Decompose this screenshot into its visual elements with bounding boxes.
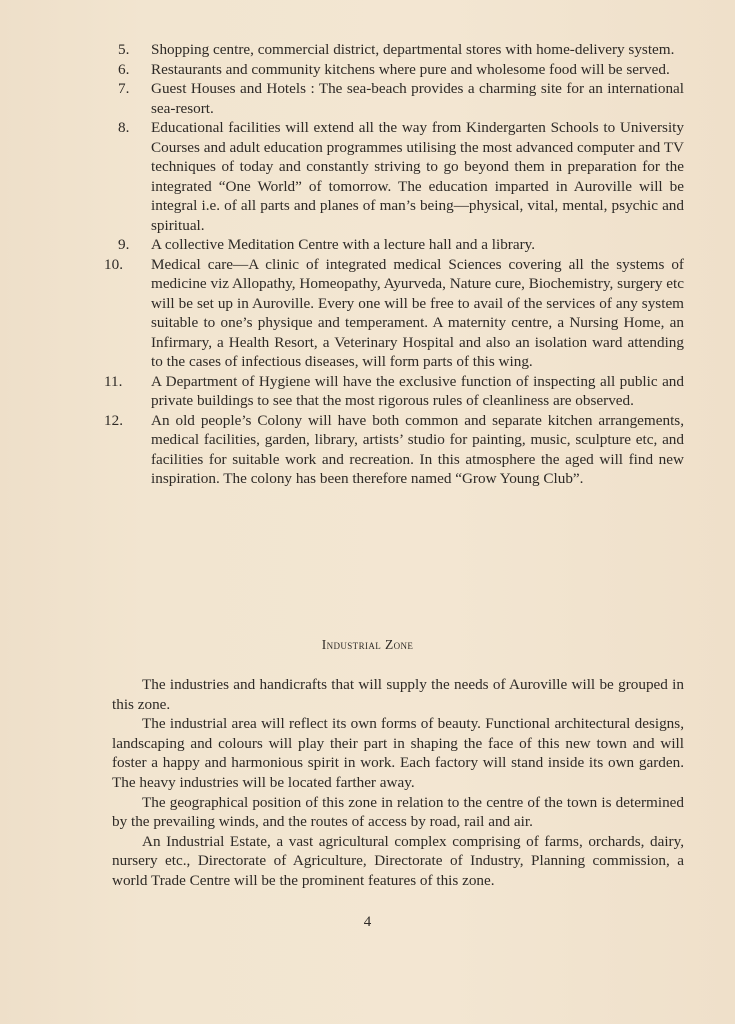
list-item-number: 5.	[118, 41, 130, 58]
list-item-text: Guest Houses and Hotels : The sea-beach provides a charming site for an international sea-resort.	[151, 80, 684, 117]
paragraph: The industrial area will reflect its own forms of beauty. Functional architectural designs, landscaping and colours will play their part in shaping the face of this new town and will foster a happy and harmonious spirit in work. Each factory will stand inside its own garden. The heavy industries will be located farther away.	[112, 715, 684, 791]
list-item-number: 9.	[118, 236, 130, 253]
list-item-text: Shopping centre, commercial district, departmental stores with home-delivery system.	[151, 41, 675, 58]
paragraph: The geographical position of this zone in relation to the centre of the town is determined by the prevailing winds, and the routes of access by road, rail and air.	[112, 793, 684, 831]
page-number: 4	[363, 914, 372, 930]
paragraph: The industries and handicrafts that will supply the needs of Auroville will be grouped in this zone.	[112, 676, 684, 713]
list-item-number: 8.	[118, 119, 130, 136]
list-item	[118, 235, 684, 255]
list-item-number: 7.	[118, 80, 130, 97]
list-item-number: 12.	[104, 411, 123, 429]
list-item	[104, 372, 684, 411]
list-item	[104, 411, 684, 489]
list-item-text: Medical care—A clinic of integrated medical Sciences covering all the systems of medicine viz Allopathy, Homeopathy, Ayurveda, Nature cure, Biochemistry, surgery etc will be set up in Auroville. Every one will be free to avail of the services of any system suitable to one’s physique and temperament. A maternity centre, a Nursing Home, an Infirmary, a Health Resort, a Veterinary Hospital and also an isolation ward attending to the cases of infectious diseases, will form parts of this wing.	[151, 255, 684, 370]
list-item-text: A Department of Hygiene will have the exclusive function of inspecting all public and private buildings to see that the most rigorous rules of cleanliness are observed.	[151, 372, 684, 409]
list-item-number: 10.	[104, 255, 123, 273]
paragraph: An Industrial Estate, a vast agricultural complex comprising of farms, orchards, dairy, nursery etc., Directorate of Agriculture, Directorate of Industry, Planning commission, a world Trade Centre will be the prominent features of this zone.	[112, 832, 684, 889]
list-item-text: A collective Meditation Centre with a lecture hall and a library.	[151, 236, 536, 253]
list-item-text: Educational facilities will extend all the way from Kindergarten Schools to University Courses and adult education programmes utilising the most advanced computer and TV techniques of today and constantly striving to go beyond them in preparation for the integrated “One World” of tomorrow. The education imparted in Auroville will be integral i.e. of all parts and planes of man’s being—physical, vital, mental, psychic and spiritual.	[151, 119, 684, 234]
section-body	[112, 675, 684, 891]
list-item	[118, 40, 684, 60]
list-item-number: 11.	[104, 372, 123, 390]
list-item	[118, 79, 684, 118]
list-item	[118, 60, 684, 80]
list-item-number: 6.	[118, 60, 130, 78]
list-item	[118, 118, 684, 235]
list-item	[104, 255, 684, 372]
section-heading: Industrial Zone	[321, 637, 414, 652]
list-item-text: Restaurants and community kitchens where pure and wholesome food will be served.	[151, 60, 670, 78]
list-item-text: An old people’s Colony will have both common and separate kitchen arrangements, medical facilities, garden, library, artists’ studio for painting, music, sculpture etc, and facilities for suitable work and recreation. In this atmosphere the aged will find new inspiration. The colony has been therefore named “Grow Young Club”.	[151, 411, 684, 487]
numbered-list	[104, 40, 684, 489]
